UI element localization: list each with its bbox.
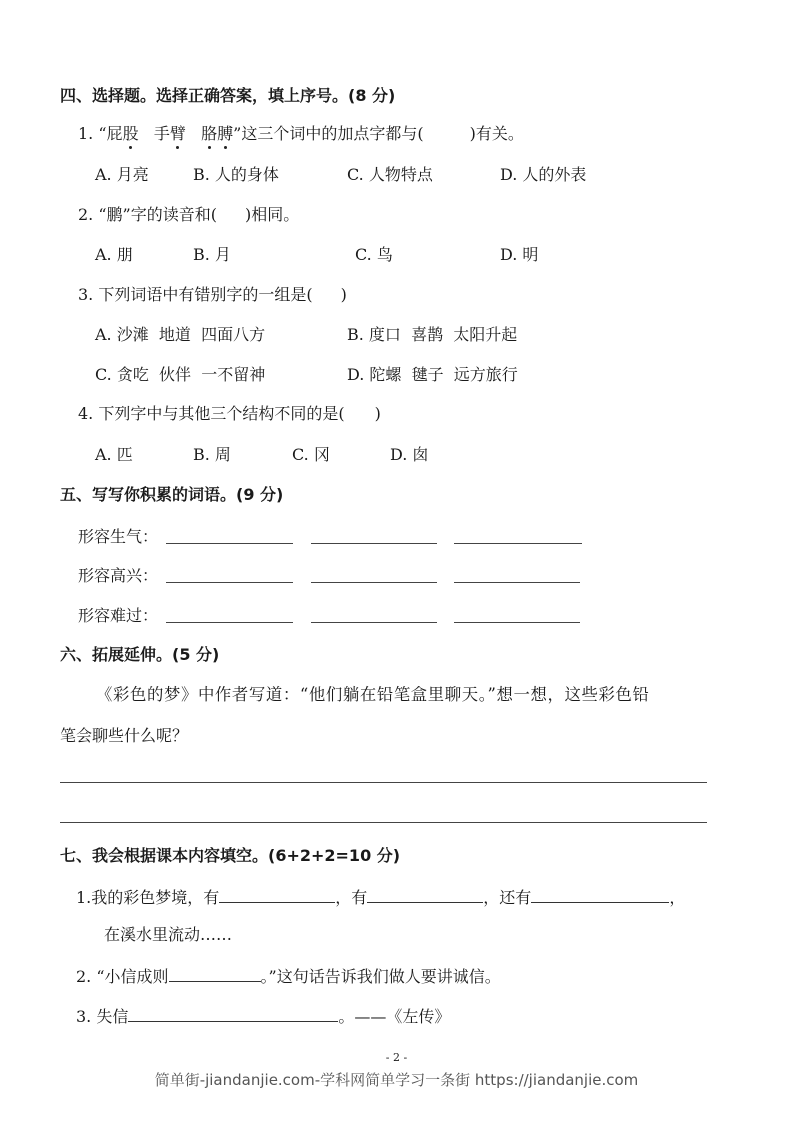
fill-question-1-cont: 在溪水里流动…… xyxy=(104,925,233,944)
dotted-char: 胳 xyxy=(201,124,218,143)
section-5-title: 五、写写你积累的词语。(9 分) xyxy=(60,485,284,504)
question-text: 2. “鹏”字的读音和( xyxy=(78,205,217,224)
section-4-title: 四、选择题。选择正确答案，填上序号。(8 分) xyxy=(60,86,396,105)
answer-line[interactable] xyxy=(60,822,707,823)
option-d: D. 明 xyxy=(500,245,539,264)
answer-blank[interactable] xyxy=(531,886,669,903)
row-label-sad: 形容难过： xyxy=(78,606,159,625)
dotted-char: 膊 xyxy=(217,124,234,143)
option-c: C. 贪吃 伙伴 一不留神 xyxy=(95,365,266,384)
question-text: 3. 失信 xyxy=(76,1007,129,1026)
section-7-title: 七、我会根据课本内容填空。(6+2+2=10 分) xyxy=(60,846,401,865)
option-c: C. 人物特点 xyxy=(347,165,433,184)
question-text-end: )相同。 xyxy=(244,205,300,224)
prompt-line-2: 笔会聊些什么呢？ xyxy=(60,726,189,745)
answer-line[interactable] xyxy=(454,622,580,623)
dotted-char: 臂 xyxy=(169,124,186,143)
question-text: 1.我的彩色梦境，有 xyxy=(76,888,220,907)
question-text: 。”这句话告诉我们做人要讲诚信。 xyxy=(260,967,501,986)
row-label-happy: 形容高兴： xyxy=(78,566,159,585)
row-label-angry: 形容生气： xyxy=(78,527,159,546)
fill-question-2 xyxy=(76,965,501,987)
answer-blank[interactable] xyxy=(128,1005,338,1022)
option-d: D. 囱 xyxy=(390,445,429,464)
option-a: A. 月亮 xyxy=(95,165,149,184)
question-4 xyxy=(78,404,381,424)
watermark: 简单街-jiandanjie.com-学科网简单学习一条街 https://jiandanjie.com xyxy=(154,1071,639,1089)
answer-line[interactable] xyxy=(454,543,582,544)
answer-blank[interactable] xyxy=(219,886,335,903)
answer-line[interactable] xyxy=(166,622,293,623)
answer-line[interactable] xyxy=(311,582,437,583)
option-b: B. 人的身体 xyxy=(193,165,279,184)
question-text-end: ) xyxy=(374,404,381,423)
word-char: 手 xyxy=(153,124,170,143)
answer-line[interactable] xyxy=(454,582,580,583)
answer-line[interactable] xyxy=(166,582,293,583)
question-text: ，还有 xyxy=(483,888,532,907)
answer-line[interactable] xyxy=(166,543,293,544)
answer-line[interactable] xyxy=(311,543,437,544)
question-text: ，有 xyxy=(335,888,368,907)
question-text: 2. “小信成则 xyxy=(76,967,169,986)
question-text: 4. 下列字中与其他三个结构不同的是( xyxy=(78,404,345,423)
question-1 xyxy=(78,124,524,144)
answer-blank[interactable] xyxy=(169,965,261,982)
question-number: 1. xyxy=(78,124,94,143)
prompt-line-1: 《彩色的梦》中作者写道：“他们躺在铅笔盒里聊天。”想一想，这些彩色铅 xyxy=(96,685,650,704)
option-d: D. 陀螺 毽子 远方旅行 xyxy=(347,365,518,384)
question-3 xyxy=(78,285,347,305)
page-number: - 2 - xyxy=(385,1051,408,1064)
word-char: 屁 xyxy=(106,124,123,143)
answer-line[interactable] xyxy=(60,782,707,783)
question-2 xyxy=(78,205,299,225)
question-text-end: ) xyxy=(340,285,347,304)
option-b: B. 周 xyxy=(193,445,231,464)
question-text: 。——《左传》 xyxy=(338,1007,451,1026)
section-6-title: 六、拓展延伸。(5 分) xyxy=(60,645,220,664)
answer-line[interactable] xyxy=(311,622,437,623)
question-text: ”这三个词中的加点字都与( xyxy=(233,124,424,143)
option-c: C. 鸟 xyxy=(355,245,393,264)
fill-question-3 xyxy=(76,1005,450,1027)
option-b: B. 度口 喜鹊 太阳升起 xyxy=(347,325,518,344)
answer-blank[interactable] xyxy=(367,886,483,903)
option-c: C. 冈 xyxy=(292,445,330,464)
fill-question-1 xyxy=(76,886,685,908)
option-d: D. 人的外表 xyxy=(500,165,587,184)
option-b: B. 月 xyxy=(193,245,231,264)
question-text: ， xyxy=(669,888,686,907)
option-a: A. 朋 xyxy=(95,245,133,264)
open-quote: “ xyxy=(98,124,107,143)
option-a: A. 沙滩 地道 四面八方 xyxy=(95,325,266,344)
dotted-char: 股 xyxy=(122,124,139,143)
question-text-end: )有关。 xyxy=(469,124,524,143)
option-a: A. 匹 xyxy=(95,445,133,464)
question-text: 3. 下列词语中有错别字的一组是( xyxy=(78,285,313,304)
